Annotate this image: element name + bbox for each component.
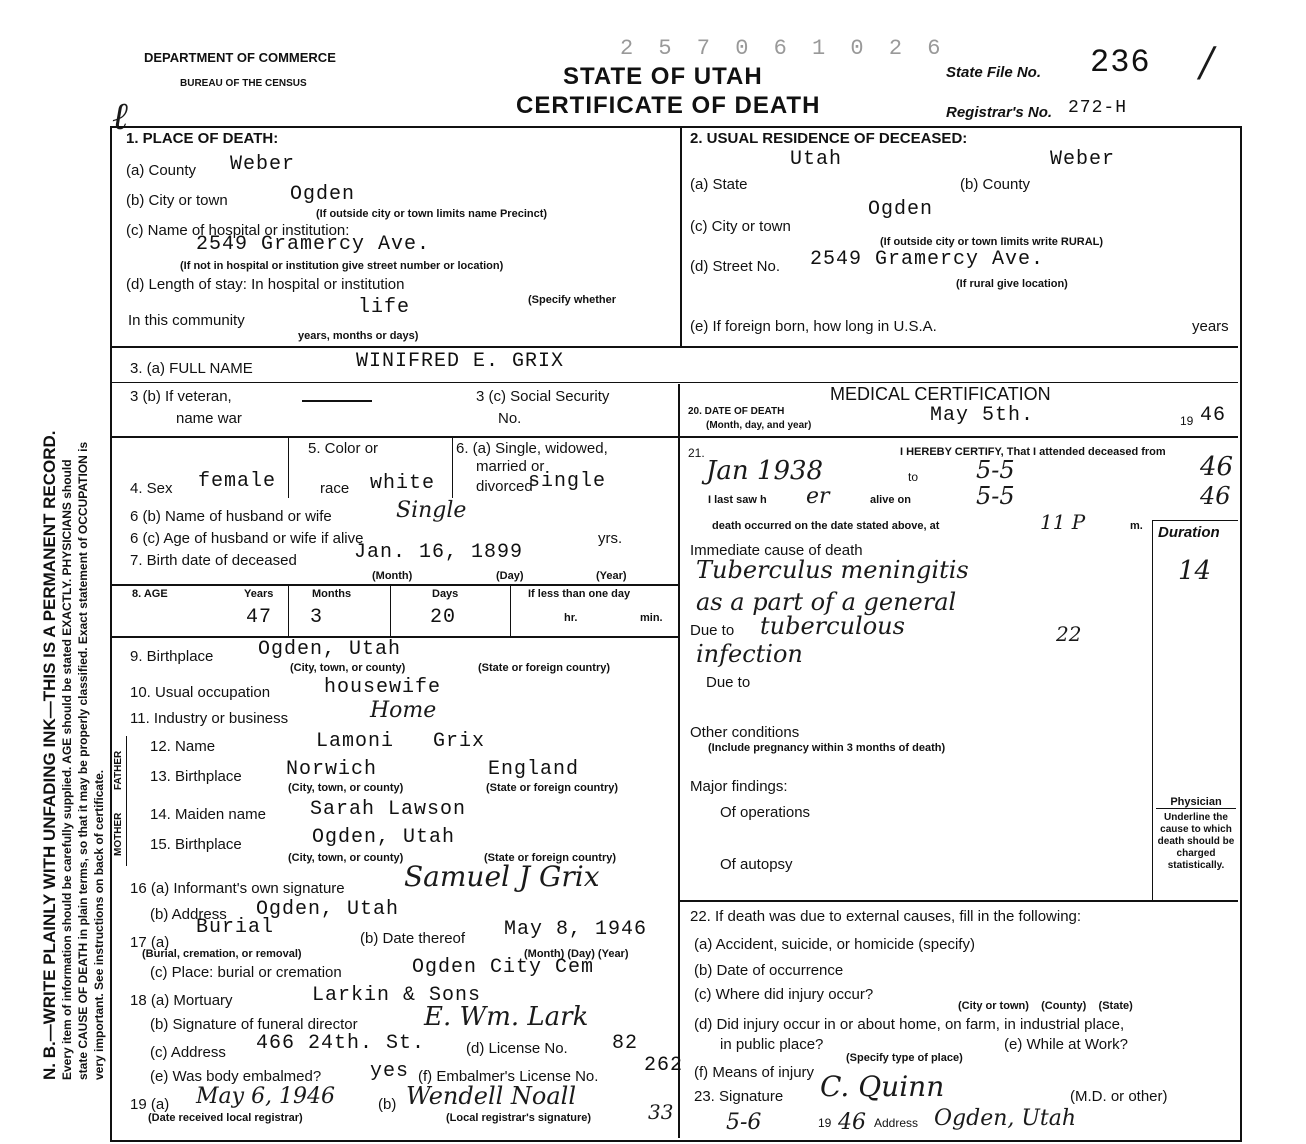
veteran-dash [302,400,372,402]
spouse-age-unit: yrs. [598,530,623,547]
veteran-label: 3 (b) If veteran, [130,388,232,405]
father-birthplace-label: 13. Birthplace [150,768,242,785]
age-months-label: Months [312,588,352,600]
age-hr-label: hr. [564,612,578,624]
place-of-death-heading: 1. PLACE OF DEATH: [126,130,279,147]
embalmed-label: (e) Was body embalmed? [150,1068,322,1085]
bureau-label: BUREAU OF THE CENSUS [180,78,307,89]
registrar-signature-label: (b) [378,1096,397,1113]
father-birth-country: England [488,758,580,781]
full-name-label: 3. (a) FULL NAME [130,360,253,377]
birthplace-state-note: (State or foreign country) [478,662,611,674]
maiden-name-value: Sarah Lawson [310,798,467,821]
father-side-label: FATHER [113,750,124,790]
mother-birthplace-label: 15. Birthplace [150,836,242,853]
physician-box-note: Underline the cause to which death should be charged statistically. [1157,812,1235,871]
certify-text: I HEREBY CERTIFY, That I attended deceased from [900,446,1166,458]
cause-2b-value: infection [696,640,803,668]
director-signature: E. Wm. Lark [424,1002,589,1032]
date-of-death-sub: (Month, day, and year) [706,420,812,431]
birth-date-label: 7. Birth date of deceased [130,552,297,569]
res-city-note: (If outside city or town limits write RURAL) [880,236,1104,248]
state-file-number: 236 [1090,44,1151,81]
department-label: DEPARTMENT OF COMMERCE [144,50,336,65]
death-m-label: m. [1130,520,1143,532]
age-min-label: min. [640,612,663,624]
license-label: (d) License No. [466,1040,568,1057]
maiden-name-label: 14. Maiden name [150,806,266,823]
duration-heading: Duration [1158,524,1220,541]
state-file-label: State File No. [946,64,1042,81]
marital-label-3: divorced [476,478,533,495]
registrar-signature-note: (Local registrar's signature) [446,1112,592,1124]
signature-date: 5-6 [726,1110,762,1135]
occurrence-label: (b) Date of occurrence [694,962,844,979]
father-birth-city: Norwich [286,758,378,781]
date-of-death-value: May 5th. [930,404,1035,427]
res-street-label: (d) Street No. [690,258,781,275]
physician-signature: C. Quinn [820,1070,945,1103]
informant-label: 16 (a) Informant's own signature [130,880,345,897]
signature-address-label: Address [874,1116,919,1130]
informant-signature: Samuel J Grix [404,860,600,893]
residence-heading: 2. USUAL RESIDENCE OF DECEASED: [690,130,968,147]
last-saw-pronoun: er [806,484,830,509]
marital-label-2: married or [476,458,545,475]
res-street-note: (If rural give location) [956,278,1068,290]
date-of-death-year-prefix: 19 [1180,414,1194,428]
due-to-label: Due to [690,622,735,639]
color-label: 5. Color or [308,440,379,457]
marital-value: single [528,470,607,493]
age-less-label: If less than one day [528,588,631,600]
registrar-signature: Wendell Noall [406,1082,577,1110]
public-place-note: (Specify type of place) [846,1052,963,1064]
attended-from-date: Jan 1938 [706,456,824,486]
last-saw-label: I last saw h [708,494,767,506]
state-title: STATE OF UTAH [563,63,763,90]
death-hour: 11 P [1040,510,1086,534]
burial-date-note: (Month) (Day) (Year) [524,948,629,960]
margin-warning: N. B.—WRITE PLAINLY WITH UNFADING INK—THIS IS A PERMANENT RECORD. [40,430,59,1080]
spouse-age-label: 6 (c) Age of husband or wife if alive [130,530,364,547]
pod-community-note: years, months or days) [298,330,419,342]
pod-city-value: Ogden [290,183,356,206]
pod-county-value: Weber [230,153,296,176]
margin-instructions-2: state CAUSE OF DEATH in plain terms, so that it may be properly classified. Exact statement of OCCUPATION is [76,441,90,1080]
res-foreign-years: years [1192,318,1229,335]
operations-label: Of operations [720,804,811,821]
pod-specify-note: (Specify whether [528,294,617,306]
cause-1-duration: 14 [1178,556,1212,586]
margin-instructions-3: very important. See instructions on back of certificate. [92,769,106,1080]
pod-community-value: life [358,296,411,319]
race-label: race [320,480,350,497]
check-mark-icon: / [1200,40,1214,86]
license-value: 82 [612,1032,639,1055]
age-years-label: Years [244,588,274,600]
ss-sub-label: No. [498,410,522,427]
other-conditions-note: (Include pregnancy within 3 months of death) [708,742,946,754]
pod-hospital-value: 2549 Gramercy Ave. [196,233,431,256]
major-findings-label: Major findings: [690,778,788,795]
where-label: (c) Where did injury occur? [694,986,874,1003]
mother-birthplace-value: Ogden, Utah [312,826,456,849]
occupation-value: housewife [324,676,442,699]
physician-box-title: Physician [1156,796,1236,809]
margin-instructions-1: Every item of information should be carefully supplied. AGE should be stated EXACTLY. PHYSICIANS should [60,459,74,1080]
due-to-label-2: Due to [706,674,751,691]
ss-label: 3 (c) Social Security [476,388,610,405]
marital-label: 6. (a) Single, widowed, [456,440,608,457]
age-months-value: 3 [310,606,324,629]
cause-2-duration: 22 [1056,622,1082,646]
res-county-value: Weber [1050,148,1116,171]
age-years-value: 47 [246,606,273,629]
director-label: (b) Signature of funeral director [150,1016,358,1033]
attended-to-word: to [908,470,919,484]
birth-day-note: (Day) [496,570,524,582]
informant-address-value: Ogden, Utah [256,898,400,921]
burial-place-label: (c) Place: burial or cremation [150,964,342,981]
pod-city-note: (If outside city or town limits name Precinct) [316,208,548,220]
mortuary-address-label: (c) Address [150,1044,226,1061]
res-county-label: (b) County [960,176,1031,193]
received-note: (Date received local registrar) [148,1112,303,1124]
birthplace-city-note: (City, town, or county) [290,662,406,674]
public-place-label: in public place? [720,1036,824,1053]
received-label: 19 (a) [130,1096,170,1113]
spouse-label: 6 (b) Name of husband or wife [130,508,332,525]
certificate-title: CERTIFICATE OF DEATH [516,92,821,119]
alive-on-date: 5-5 [976,482,1015,510]
mother-side-label: MOTHER [113,812,124,856]
burial-place-value: Ogden City Cem [412,956,595,979]
res-state-value: Utah [790,148,843,171]
birth-month-note: (Month) [372,570,413,582]
informant-address-label: (b) Address [150,906,227,923]
veteran-sub-label: name war [176,410,242,427]
physician-signature-label: 23. Signature [694,1088,784,1105]
pod-hospital-label: (c) Name of hospital or institution: [126,222,350,239]
corner-mark-icon: ℓ [112,94,128,138]
pod-stay-label: (d) Length of stay: In hospital or institution [126,276,405,293]
father-birth-state-note: (State or foreign country) [486,782,619,794]
age-label: 8. AGE [132,588,168,600]
burial-date-label: (b) Date thereof [360,930,466,947]
mortuary-address-value: 466 24th. St. [256,1032,426,1055]
father-birth-city-note: (City, town, or county) [288,782,404,794]
registrar-tail-number: 33 [648,1100,674,1124]
burial-date-value: May 8, 1946 [504,918,648,941]
res-city-label: (c) City or town [690,218,791,235]
mother-birth-state-note: (State or foreign country) [484,852,617,864]
race-value: white [370,472,436,495]
means-of-injury-label: (f) Means of injury [694,1064,815,1081]
burial-note: (Burial, cremation, or removal) [142,948,302,960]
attended-to-year: 46 [1200,452,1234,482]
date-of-death-label: 20. DATE OF DEATH [688,406,785,417]
home-label: (d) Did injury occur in or about home, on farm, in industrial place, [694,1016,1125,1033]
mortuary-label: 18 (a) Mortuary [130,992,233,1009]
signature-year: 46 [838,1110,866,1135]
pod-city-label: (b) City or town [126,192,228,209]
stamped-number: 2 5 7 0 6 1 0 2 6 [620,36,947,61]
mortuary-value: Larkin & Sons [312,984,482,1007]
mother-birth-city-note: (City, town, or county) [288,852,404,864]
immediate-cause-label: Immediate cause of death [690,542,863,559]
alive-on-year: 46 [1200,482,1231,510]
industry-value: Home [370,698,437,723]
alive-on-label: alive on [870,494,911,506]
item-21-label: 21. [688,446,705,460]
full-name-value: WINIFRED E. GRIX [356,350,565,373]
date-of-death-year: 46 [1200,404,1227,427]
spouse-value: Single [396,498,467,523]
birth-date-value: Jan. 16, 1899 [354,541,524,564]
pod-hospital-note: (If not in hospital or institution give street number or location) [180,260,504,272]
age-days-value: 20 [430,606,457,629]
where-note: (City or town) (County) (State) [958,1000,1133,1012]
attended-to-date: 5-5 [976,456,1015,484]
res-state-label: (a) State [690,176,748,193]
cause-1-value: Tuberculus meningitis [696,556,969,584]
autopsy-label: Of autopsy [720,856,793,873]
embalmed-value: yes [370,1060,410,1083]
other-conditions-label: Other conditions [690,724,800,741]
signature-address: Ogden, Utah [934,1106,1077,1131]
md-label: (M.D. or other) [1070,1088,1168,1105]
birthplace-label: 9. Birthplace [130,648,214,665]
birth-year-note: (Year) [596,570,627,582]
burial-value: Burial [196,916,275,939]
cause-1b-value: as a part of a general [696,588,957,616]
res-street-value: 2549 Gramercy Ave. [810,248,1045,271]
sex-label: 4. Sex [130,480,173,497]
registrar-label: Registrar's No. [946,104,1053,121]
industry-label: 11. Industry or business [130,710,289,727]
medical-heading: MEDICAL CERTIFICATION [830,384,1051,404]
occupation-label: 10. Usual occupation [130,684,271,701]
death-occurred-label: death occurred on the date stated above, at [712,520,940,532]
pod-community-label: In this community [128,312,245,329]
cause-2-value: tuberculous [760,612,905,640]
registrar-number: 272-H [1068,98,1128,118]
burial-label: 17 (a) [130,934,170,951]
father-name-label: 12. Name [150,738,216,755]
father-name-value: Lamoni Grix [316,730,486,753]
accident-label: (a) Accident, suicide, or homicide (specify) [694,936,975,953]
res-foreign-label: (e) If foreign born, how long in U.S.A. [690,318,937,335]
birthplace-value: Ogden, Utah [258,638,402,661]
embalmer-license-label: (f) Embalmer's License No. [418,1068,599,1085]
res-city-value: Ogden [868,198,934,221]
signature-year-prefix: 19 [818,1116,832,1130]
while-at-work-label: (e) While at Work? [1004,1036,1128,1053]
sex-value: female [198,470,277,493]
received-date: May 6, 1946 [196,1084,336,1109]
pod-county-label: (a) County [126,162,197,179]
embalmer-license-value: 262 [644,1054,684,1077]
external-causes-heading: 22. If death was due to external causes, fill in the following: [690,908,1082,925]
age-days-label: Days [432,588,459,600]
